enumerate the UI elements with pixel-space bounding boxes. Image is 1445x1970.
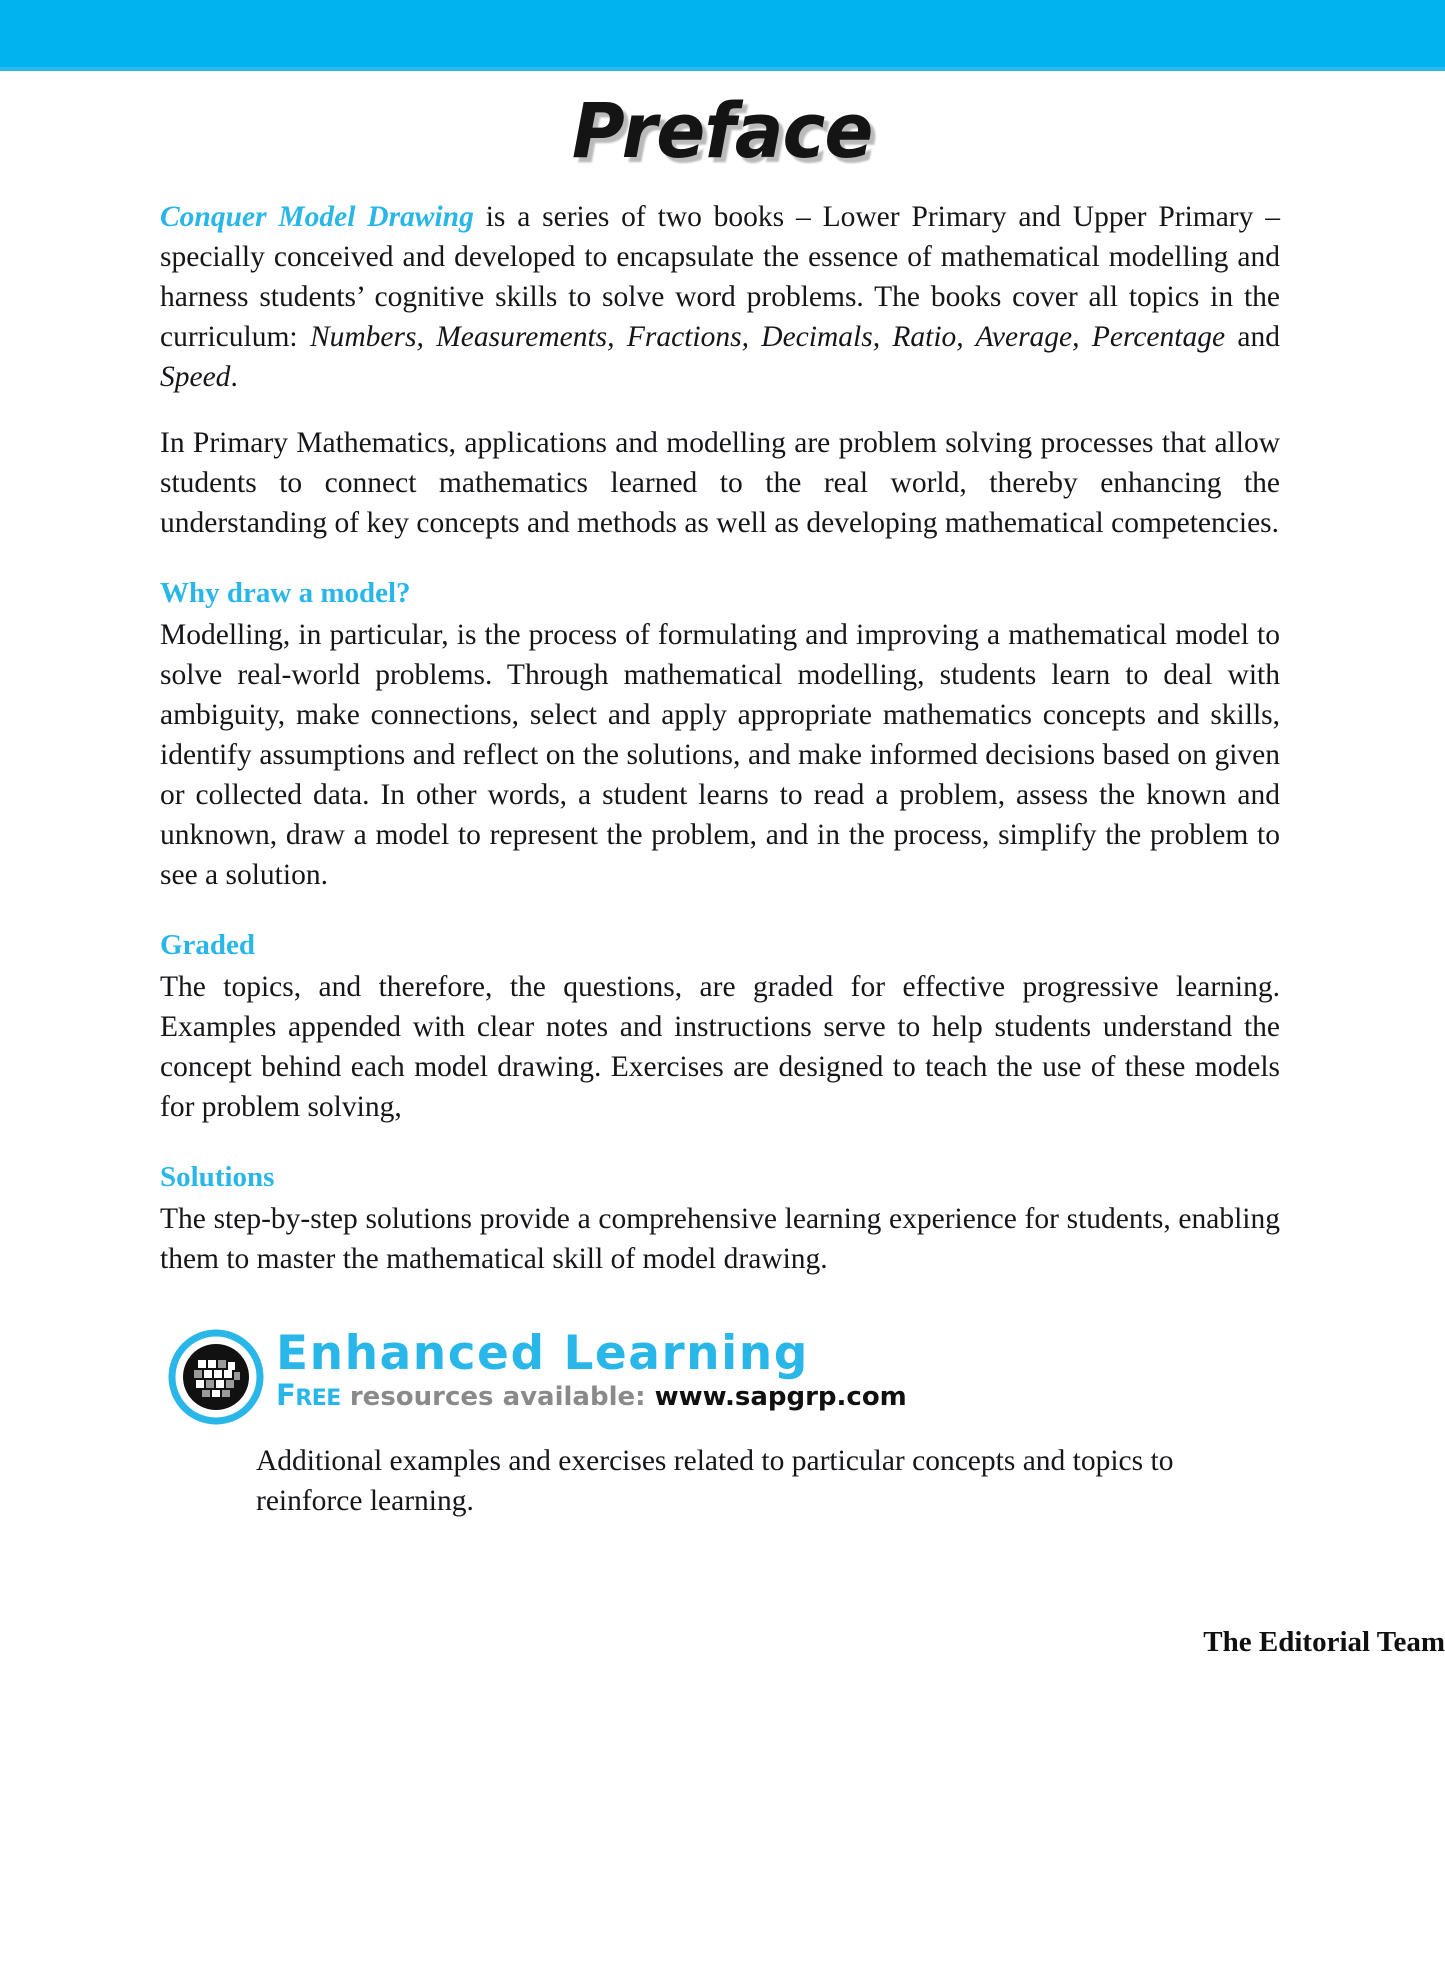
section-heading-solutions: Solutions: [160, 1161, 275, 1193]
page-title: Preface: [572, 86, 873, 175]
section-body-graded: The topics, and therefore, the questions, are graded for effective progressive learning. Examples appended with clear notes and instructions serve to help students understand the concept behind each model drawing. Exercises are designed to teach the use of these models for problem solving,: [160, 971, 1280, 1123]
section-heading-graded: Graded: [160, 929, 256, 961]
free-label-f: F: [276, 1378, 296, 1412]
preface-page: [0, 71, 1445, 1970]
enhanced-learning-block: [160, 1327, 1280, 1431]
resources-available-label: resources available:: [340, 1382, 655, 1412]
curriculum-topics: Numbers, Measurements, Fractions, Decimals, Ratio, Average, Percentage: [309, 321, 1226, 353]
website-url[interactable]: www.sapgrp.com: [654, 1382, 907, 1412]
top-accent-band: [0, 0, 1445, 67]
topics-conjunction: and: [1225, 321, 1281, 353]
enhanced-learning-title: Enhanced Learning: [276, 1326, 809, 1381]
enhanced-learning-subtitle: [276, 1379, 907, 1415]
topics-period: .: [230, 361, 238, 393]
enhanced-learning-note: Additional examples and exercises related to particular concepts and topics to reinforce learning.: [256, 1445, 1174, 1517]
free-label-rest: REE: [295, 1386, 341, 1411]
section-heading-why-draw-a-model: Why draw a model?: [160, 577, 411, 609]
page-title-container: [0, 81, 1445, 191]
content-column: [160, 197, 1280, 1521]
section-body-solutions: The step-by-step solutions provide a comprehensive learning experience for students, enabling them to master the mathematical skill of model drawing.: [160, 1203, 1280, 1275]
intro-text: is a series of two books – Lower Primary and Upper Primary – specially conceived and developed to encapsulate the essence of mathematical modelling and harness students’ cognitive skills to solve word problems. The books cover all topics in the curriculum:: [160, 201, 1280, 353]
pixel-face-circle-icon: [168, 1329, 264, 1425]
enhanced-learning-text: [276, 1327, 907, 1415]
section-body-why-draw-a-model: Modelling, in particular, is the process of formulating and improving a mathematical model to solve real-world problems. Through mathematical modelling, students learn to deal with ambiguity, make connections, select and apply appropriate mathematics concepts and skills, identify assumptions and reflect on the solutions, and make informed decisions based on given or collected data. In other words, a student learns to read a problem, assess the known and unknown, draw a model to represent the problem, and in the process, simplify the problem to see a solution.: [160, 619, 1280, 891]
curriculum-topic-last: Speed: [160, 361, 231, 393]
free-label: [276, 1378, 341, 1412]
second-paragraph: In Primary Mathematics, applications and modelling are problem solving processes that allow students to connect mathematics learned to the real world, thereby enhancing the understanding of key concepts and methods as well as developing mathematical competencies.: [160, 427, 1280, 539]
series-title: Conquer Model Drawing: [160, 201, 474, 233]
editorial-team-signature: The Editorial Team: [1203, 1626, 1445, 1658]
intro-paragraph: [160, 197, 1280, 397]
